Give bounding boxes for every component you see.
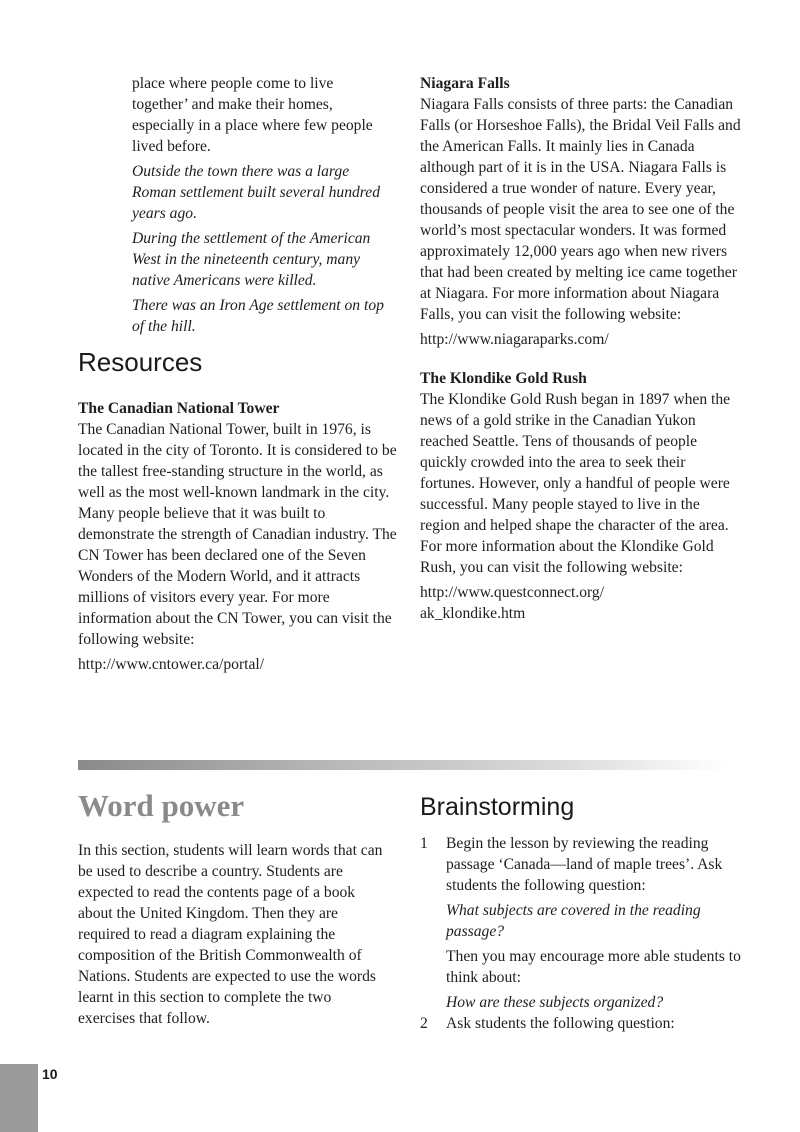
resource-body: Niagara Falls consists of three parts: the Canadian Falls (or Horseshoe Falls), the Bridal Veil Falls and the American Falls. It mainly lies in Canada although part of it is in the USA. Niagara Falls is considered a true wonder of nature. Every year, thousands of people visit the area to see one of the world’s most spectacular wonders. It was formed approximately 12,000 years ago when new rivers that had been created by melting ice came together at Niagara. For more information about Niagara Falls, you can visit the following website: — [420, 96, 741, 323]
example-sentence: During the settlement of the American West in the nineteenth century, many native Americans were killed. — [132, 230, 371, 289]
list-item — [420, 833, 742, 1013]
definition-text: place where people come to live together’ and make their homes, especially in a place where few people lived before. — [132, 75, 373, 155]
resource-title: Niagara Falls — [420, 75, 510, 92]
resource-body: The Klondike Gold Rush began in 1897 when the news of a gold strike in the Canadian Yukon reached Seattle. Tens of thousands of people quickly crowded into the area to seek their fortunes. However, only a handful of people were successful. Many people stayed to live in the region and helped shape the character of the area. For more information about the Klondike Gold Rush, you can visit the following website: — [420, 391, 731, 576]
word-power-heading: Word power — [78, 788, 245, 823]
resources-heading: Resources — [78, 347, 203, 377]
question-text: How are these subjects organized? — [446, 994, 664, 1011]
list-item — [420, 1013, 742, 1034]
word-power-body — [78, 840, 383, 1029]
resource-body: The Canadian National Tower, built in 1976, is located in the city of Toronto. It is considered to be the tallest free-standing structure in the world, as well as the most well-known landmark in the city. Many people believe that it was built to demonstrate the strength of Canadian industry. The CN Tower has been declared one of the Seven Wonders of the Modern World, and it attracts millions of visitors every year. For more information about the CN Tower, you can visit the following website: — [78, 421, 397, 648]
resources-right-column — [420, 73, 742, 624]
list-item-number: 2 — [420, 1015, 428, 1032]
definition-block — [132, 73, 392, 337]
list-item-text: Ask students the following question: — [446, 1015, 675, 1032]
resource-url[interactable]: http://www.niagaraparks.com/ — [420, 331, 609, 348]
page-tab — [0, 1064, 38, 1132]
resource-url[interactable]: http://www.cntower.ca/portal/ — [78, 656, 265, 673]
question-text: What subjects are covered in the reading passage? — [446, 902, 701, 940]
example-sentence: There was an Iron Age settlement on top of the hill. — [132, 297, 384, 335]
brainstorming-heading: Brainstorming — [420, 793, 575, 821]
word-power-text: In this section, students will learn words that can be used to describe a country. Students are expected to read the contents page of a book about the United Kingdom. Then they are required to read a diagram explaining the composition of the British Commonwealth of Nations. Students are expected to use the words learnt in this section to complete the two exercises that follow. — [78, 842, 383, 1027]
page-number: 10 — [42, 1066, 58, 1082]
resource-title: The Canadian National Tower — [78, 400, 280, 417]
brainstorming-list — [420, 833, 742, 1034]
resource-url[interactable]: http://www.questconnect.org/ ak_klondike.htm — [420, 584, 605, 622]
resource-cn-tower — [78, 398, 398, 675]
resource-title: The Klondike Gold Rush — [420, 370, 587, 387]
list-item-text: Then you may encourage more able students to think about: — [446, 948, 741, 986]
example-sentence: Outside the town there was a large Roman settlement built several hundred years ago. — [132, 163, 381, 222]
section-divider — [78, 760, 728, 770]
list-item-number: 1 — [420, 835, 428, 852]
list-item-text: Begin the lesson by reviewing the reading passage ‘Canada—land of maple trees’. Ask students the following question: — [446, 835, 723, 894]
